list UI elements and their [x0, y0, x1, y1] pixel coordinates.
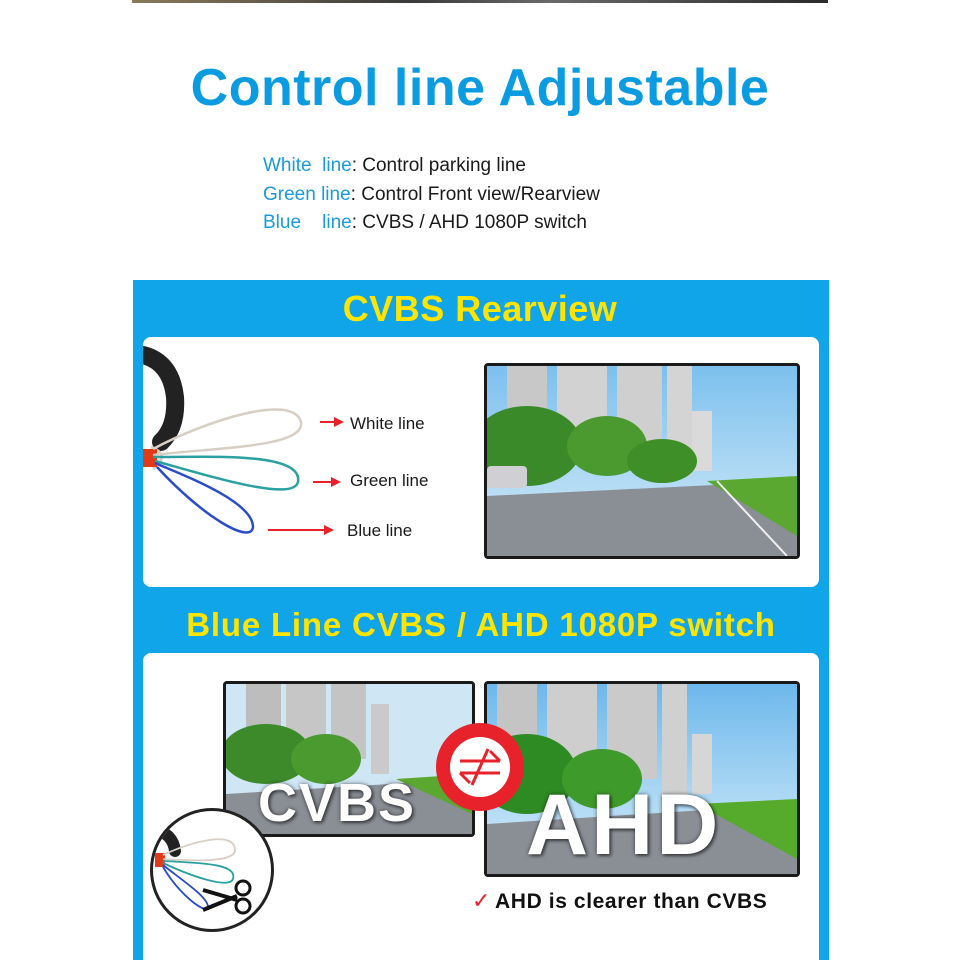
- legend-row-green: [263, 181, 600, 210]
- check-icon: ✓: [472, 888, 492, 913]
- comparison-caption: [472, 888, 767, 914]
- wire-label-white: White line: [350, 414, 425, 433]
- red-arrow-icon: [313, 475, 341, 489]
- legend-value: Control parking line: [362, 155, 526, 176]
- top-photo-strip: [132, 0, 828, 3]
- section-banner-switch: Blue Line CVBS / AHD 1080P switch: [186, 606, 776, 643]
- legend-key: White line: [263, 155, 352, 176]
- red-arrow-icon: [320, 415, 344, 429]
- legend-sep: :: [350, 183, 362, 205]
- wire-legend: [263, 152, 600, 238]
- caption-text: AHD is clearer than CVBS: [495, 890, 768, 913]
- red-arrow-icon: [268, 523, 334, 537]
- scissors-icon: [201, 876, 253, 916]
- legend-value: CVBS / AHD 1080P switch: [362, 212, 587, 233]
- legend-key: Blue line: [263, 212, 352, 233]
- page-title: Control line Adjustable: [190, 59, 770, 117]
- legend-key: Green line: [263, 183, 351, 205]
- legend-value: Control Front view/Rearview: [361, 183, 600, 205]
- legend-sep: :: [351, 212, 363, 233]
- section-banner-cvbs-rearview: CVBS Rearview: [342, 288, 618, 329]
- wire-bundle-illustration: [143, 337, 343, 587]
- rearview-camera-photo: [484, 363, 800, 559]
- legend-row-white: [263, 152, 600, 181]
- wire-label-green: Green line: [350, 471, 429, 490]
- legend-sep: :: [351, 155, 363, 176]
- swap-arrows-icon: [434, 721, 526, 813]
- legend-row-blue: [263, 209, 600, 238]
- ahd-overlay-label: AHD: [526, 777, 722, 873]
- wire-label-blue: Blue line: [347, 521, 413, 540]
- cvbs-overlay-label: CVBS: [258, 773, 417, 833]
